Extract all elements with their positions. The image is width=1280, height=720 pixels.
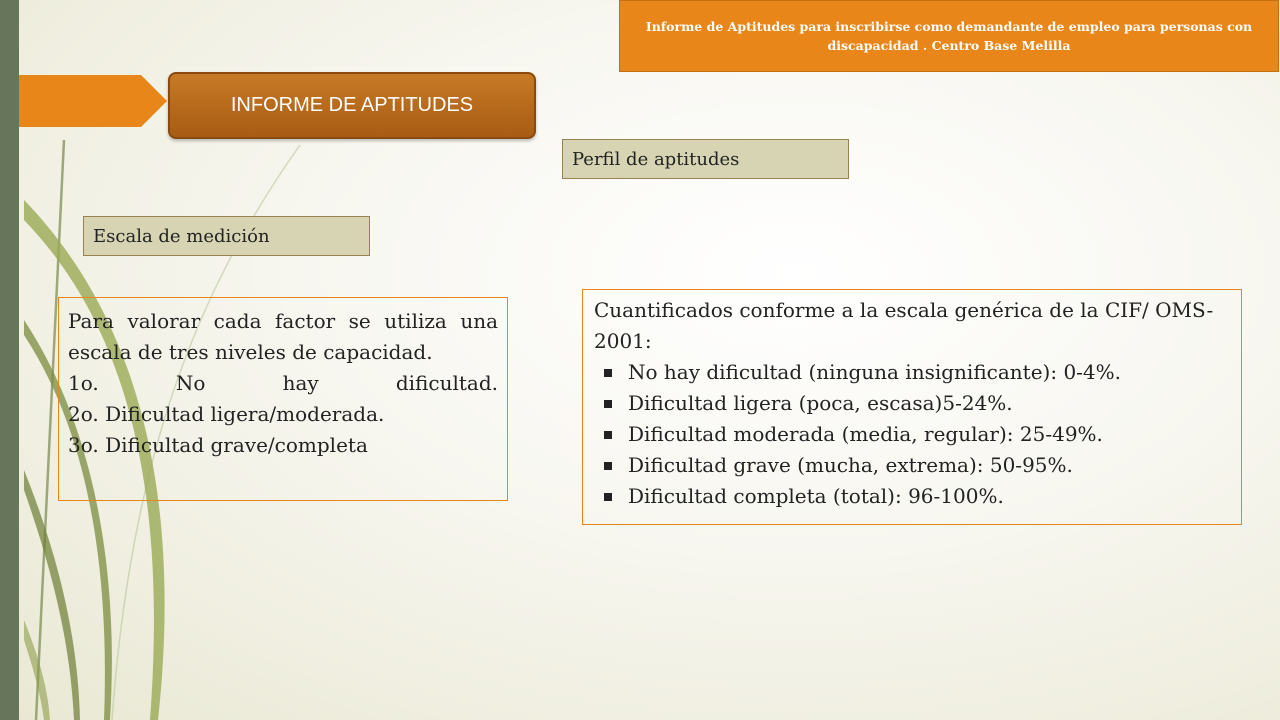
slide-title: INFORME DE APTITUDES [168,72,536,139]
list-item: Dificultad grave (mucha, extrema): 50-95%. [594,450,1231,481]
square-bullet-icon [604,462,612,470]
cif-intro-text: Cuantificados conforme a la escala genérica de la CIF/ OMS-2001: [594,298,1214,353]
square-bullet-icon [604,431,612,439]
cif-scale-list [594,357,1231,512]
escala-medicion-label: Escala de medición [83,216,370,256]
list-item: Dificultad completa (total): 96-100%. [594,481,1231,512]
list-item: Dificultad moderada (media, regular): 25-49%. [594,419,1231,450]
square-bullet-icon [604,493,612,501]
escala-intro-text: Para valorar cada factor se utiliza una escala de tres niveles de capacidad. [68,309,498,364]
perfil-aptitudes-label: Perfil de aptitudes [562,139,849,179]
header-banner: Informe de Aptitudes para inscribirse como demandante de empleo para personas con discapacidad . Centro Base Melilla [619,0,1279,72]
cif-scale-box [582,289,1242,525]
title-arrow-shape [19,75,169,127]
escala-level-3: 3o. Dificultad grave/completa [68,433,368,457]
escala-description-box [58,297,508,501]
list-item: No hay dificultad (ninguna insignificante): 0-4%. [594,357,1231,388]
list-item: Dificultad ligera (poca, escasa)5-24%. [594,388,1231,419]
escala-level-2: 2o. Dificultad ligera/moderada. [68,402,385,426]
square-bullet-icon [604,369,612,377]
escala-level-1: 1o. No hay dificultad. [68,371,498,395]
square-bullet-icon [604,400,612,408]
